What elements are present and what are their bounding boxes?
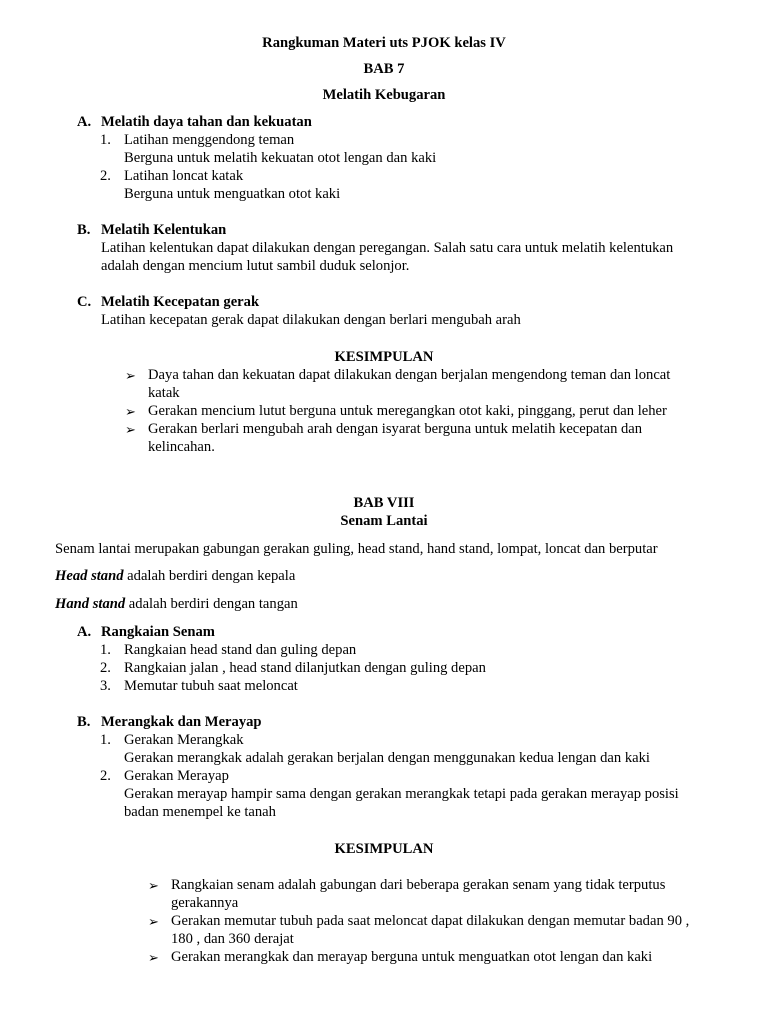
bullet-line: Gerakan berlari mengubah arah dengan isyarat berguna untuk melatih kecepatan dan: [148, 421, 643, 437]
list-item-title: Gerakan Merangkak: [124, 732, 244, 748]
bab8-section-a-title: Rangkaian Senam: [101, 624, 215, 640]
bab7-kesimpulan-heading: KESIMPULAN: [334, 349, 434, 365]
hand-stand-term: Hand stand: [55, 596, 126, 612]
list-item-desc: Berguna untuk melatih kekuatan otot lengan dan kaki: [124, 150, 437, 166]
bab8-subtitle: Senam Lantai: [340, 513, 428, 529]
bullet-line: katak: [148, 385, 180, 401]
bab7-section-a-title: Melatih daya tahan dan kekuatan: [101, 114, 312, 130]
list-item-title: Latihan menggendong teman: [124, 132, 295, 148]
paragraph-line: Latihan kecepatan gerak dapat dilakukan dengan berlari mengubah arah: [101, 312, 521, 328]
list-marker: 1.: [100, 132, 111, 148]
list-marker: 1.: [100, 642, 111, 658]
paragraph-line: Latihan kelentukan dapat dilakukan dengan peregangan. Salah satu cara untuk melatih kelentukan: [101, 240, 674, 256]
list-marker: 2.: [100, 768, 111, 784]
bullet-line: Daya tahan dan kekuatan dapat dilakukan dengan berjalan mengendong teman dan loncat: [148, 367, 671, 383]
list-marker: 2.: [100, 660, 111, 676]
bab8-section-b-title: Merangkak dan Merayap: [101, 714, 262, 730]
list-item-desc: Gerakan merangkak adalah gerakan berjalan dengan menggunakan kedua lengan dan kaki: [124, 750, 650, 766]
bullet-line: Gerakan mencium lutut berguna untuk meregangkan otot kaki, pinggang, perut dan leher: [148, 403, 667, 419]
list-item: Rangkaian head stand dan guling depan: [124, 642, 357, 658]
bab7-section-c-title: Melatih Kecepatan gerak: [101, 294, 260, 310]
bab8-section-a-marker: A.: [77, 624, 92, 640]
head-stand-text: adalah berdiri dengan kepala: [123, 568, 296, 584]
arrow-bullet-icon: ➢: [148, 878, 159, 893]
bab7-section-b-marker: B.: [77, 222, 91, 238]
paragraph-line: adalah dengan mencium lutut sambil duduk selonjor.: [101, 258, 410, 274]
list-marker: 1.: [100, 732, 111, 748]
list-item: Memutar tubuh saat meloncat: [124, 678, 298, 694]
bab7-section-a-marker: A.: [77, 114, 92, 130]
hand-stand-text: adalah berdiri dengan tangan: [125, 596, 298, 612]
arrow-bullet-icon: ➢: [148, 950, 159, 965]
arrow-bullet-icon: ➢: [148, 914, 159, 929]
bab7-subtitle: Melatih Kebugaran: [322, 87, 446, 103]
bab8-kesimpulan-heading: KESIMPULAN: [334, 841, 434, 857]
bab7-section-b-title: Melatih Kelentukan: [101, 222, 227, 238]
arrow-bullet-icon: ➢: [125, 422, 136, 437]
hand-stand-definition: [55, 595, 298, 613]
list-marker: 2.: [100, 168, 111, 184]
bab7-heading: BAB 7: [363, 61, 405, 77]
bullet-line: Gerakan memutar tubuh pada saat meloncat dapat dilakukan dengan memutar badan 90 ,: [171, 913, 690, 929]
head-stand-definition: [55, 567, 295, 585]
bullet-line: Gerakan merangkak dan merayap berguna untuk menguatkan otot lengan dan kaki: [171, 949, 653, 965]
list-item-desc: Gerakan merayap hampir sama dengan gerakan merangkak tetapi pada gerakan merayap posisi: [124, 786, 679, 802]
list-item-desc: Berguna untuk menguatkan otot kaki: [124, 186, 341, 202]
list-marker: 3.: [100, 678, 111, 694]
list-item-title: Latihan loncat katak: [124, 168, 244, 184]
list-item-title: Gerakan Merayap: [124, 768, 229, 784]
arrow-bullet-icon: ➢: [125, 404, 136, 419]
bullet-line: gerakannya: [171, 895, 239, 911]
arrow-bullet-icon: ➢: [125, 368, 136, 383]
bab8-section-b-marker: B.: [77, 714, 91, 730]
bab8-intro: Senam lantai merupakan gabungan gerakan guling, head stand, hand stand, lompat, loncat dan berputar: [55, 541, 658, 557]
bab8-heading: BAB VIII: [353, 495, 415, 511]
list-item-desc: badan menempel ke tanah: [124, 804, 276, 820]
bullet-line: 180 , dan 360 derajat: [171, 931, 294, 947]
bullet-line: kelincahan.: [148, 439, 215, 455]
bab7-section-c-marker: C.: [77, 294, 92, 310]
head-stand-term: Head stand: [55, 568, 124, 584]
document-title: Rangkuman Materi uts PJOK kelas IV: [262, 35, 506, 51]
bullet-line: Rangkaian senam adalah gabungan dari beberapa gerakan senam yang tidak terputus: [171, 877, 666, 893]
list-item: Rangkaian jalan , head stand dilanjutkan dengan guling depan: [124, 660, 486, 676]
